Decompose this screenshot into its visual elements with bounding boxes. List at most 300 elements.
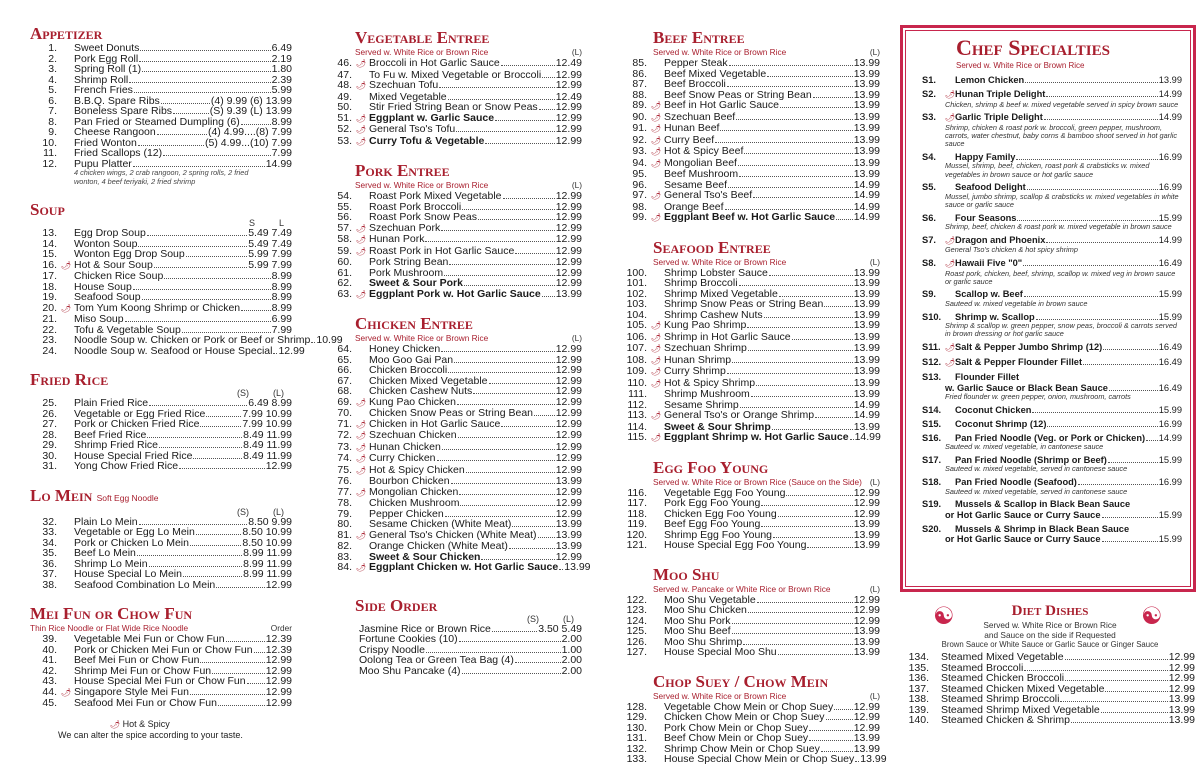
item-price: 8.99 (271, 280, 292, 293)
menu-item (325, 498, 582, 509)
hot-spicy-icon: 🌶 (356, 289, 367, 299)
item-price: 12.99 (555, 385, 582, 397)
item-number: S7. (922, 234, 936, 245)
chef-item (922, 419, 1182, 430)
item-name: Shrimp Broccoli (664, 277, 738, 289)
item-price: 12.99 (555, 221, 582, 234)
item-name: Moo Shu Beef (664, 625, 731, 637)
dot-leader (182, 332, 271, 333)
item-number: 84. (337, 561, 352, 573)
item-number: 108. (626, 353, 647, 366)
dot-leader (727, 86, 853, 87)
diet-subtitle-3: Brown Sauce or White Sauce or Garlic Sauce or Ginger Sauce (941, 640, 1159, 649)
menu-item (30, 85, 292, 96)
hot-spicy-icon: 🌶 (651, 433, 662, 442)
item-number: S10. (922, 311, 942, 322)
item-name: Seafood Delight (955, 182, 1026, 193)
chef-item (922, 213, 1182, 232)
item-price: (5) 4.99...(10) 7.99 (205, 136, 292, 149)
item-number: 36. (42, 557, 57, 570)
item-price: 15.99 (1158, 404, 1182, 415)
item-description: General Tso's chicken & hot spicy shrimp (945, 245, 1078, 255)
item-price: 5.99 (271, 84, 292, 96)
menu-item (30, 75, 292, 86)
dot-leader (826, 719, 853, 720)
menu-item (620, 190, 880, 202)
item-name: Eggplant w. Garlic Sauce (369, 111, 495, 124)
item-number: 53. (337, 134, 352, 147)
item-number: 140. (908, 714, 929, 726)
chef-item-row (922, 89, 1182, 101)
item-price: 3.50 5.49 (538, 622, 582, 635)
menu-item (620, 212, 880, 224)
item-price: 12.99 (555, 463, 582, 476)
item-name: B.B.Q. Spare Ribs (74, 94, 160, 107)
item-price: 15.99 (1158, 311, 1182, 322)
hot-spicy-icon: 🌶 (61, 260, 72, 270)
item-number: 134. (908, 651, 929, 663)
menu-item (620, 432, 880, 444)
dot-leader (1023, 265, 1158, 266)
item-name: Chicken Cashew Nuts (369, 385, 473, 397)
chef-subtitle: Served w. White Rice or Brown Rice (956, 61, 1085, 70)
item-number: 37. (42, 568, 57, 580)
chef-title: Chef Specialties (956, 35, 1110, 60)
dot-leader (821, 751, 853, 752)
item-name: Flounder Fillet (955, 372, 1020, 383)
item-price: 12.99 (555, 440, 582, 453)
spice-footnote: We can alter the spice according to your taste. (58, 729, 243, 740)
item-description: Chicken, shrimp & beef w. mixed vegetable served in spicy brown sauce (945, 99, 1179, 109)
dot-leader (473, 393, 554, 394)
dot-leader (481, 559, 554, 560)
menu-item (325, 634, 582, 645)
menu-item (30, 419, 292, 430)
dot-leader (459, 494, 554, 495)
section-title: Pork Entree (355, 161, 450, 180)
size-label: (L) (869, 47, 880, 57)
item-name: Sweet & Sour Shrimp (664, 420, 771, 433)
item-price: 12.99 (555, 395, 582, 408)
item-price: 12.49 (555, 57, 582, 69)
item-price: 13.99 (555, 475, 582, 487)
item-name: Chicken Mushroom (369, 497, 460, 509)
item-name: Eggplant Shrimp w. Hot Garlic Sauce (664, 431, 849, 443)
item-price: 13.99 (853, 145, 880, 157)
item-number: 20. (42, 301, 57, 314)
item-number: 4. (48, 73, 57, 86)
item-price: 12.99 (555, 485, 582, 498)
menu-item (30, 461, 292, 472)
item-number: S16. (922, 432, 942, 443)
item-number: 100. (626, 266, 647, 279)
item-number: 29. (42, 439, 57, 451)
dot-leader (241, 310, 270, 311)
item-number: 97. (632, 189, 647, 201)
item-name: Chicken Rice Soup (74, 270, 164, 282)
item-name: Shrimp in Hot Garlic Sauce (664, 330, 791, 343)
item-description: Shrimp, beef, chicken & roast pork w. mixed vegetable in brown sauce (945, 222, 1172, 232)
item-number: 126. (626, 635, 647, 648)
item-number: 75. (337, 463, 352, 476)
diet-title: Diet Dishes (1011, 603, 1089, 619)
item-number: 15. (42, 248, 57, 260)
item-number: 17. (42, 270, 57, 282)
item-price: 12.99 (555, 256, 582, 268)
section-subtitle (653, 257, 880, 268)
dot-leader (732, 623, 853, 624)
menu-item (30, 655, 292, 666)
item-name: Pan Fried Noodle (Shrimp or Beef) (955, 454, 1107, 465)
menu-item (905, 673, 1195, 684)
dot-leader (807, 547, 852, 548)
dot-leader (454, 362, 555, 363)
item-name: Beef Egg Foo Young (664, 518, 761, 530)
item-name: Sesame Chicken (White Meat) (369, 518, 512, 530)
item-name: Pupu Platter (74, 157, 132, 170)
hot-spicy-icon: 🌶 (651, 367, 662, 376)
chef-item (922, 342, 1182, 354)
item-price: 13.99 (555, 528, 582, 541)
dot-leader (815, 417, 853, 418)
menu-item (905, 694, 1195, 705)
item-name: Steamed Shrimp Mixed Vegetable (941, 703, 1100, 716)
item-number: 114. (627, 420, 647, 433)
dot-leader (756, 385, 853, 386)
item-price: 12.99 (555, 266, 582, 279)
item-name: Vegetable Egg Foo Young (664, 486, 786, 499)
dot-leader (725, 209, 853, 210)
section-title (30, 486, 292, 508)
item-number: 127. (626, 646, 647, 658)
item-number: 87. (632, 78, 647, 90)
item-name: Kung Pao Chicken (369, 395, 456, 408)
item-price: 14.99 (853, 200, 880, 213)
chef-item (922, 312, 1182, 339)
dot-leader (761, 526, 852, 527)
menu-item (325, 191, 582, 202)
item-name: Boneless Spare Ribs (74, 105, 173, 117)
item-number: 135. (908, 661, 929, 674)
menu-item (325, 136, 582, 148)
dot-leader (740, 407, 853, 408)
item-price: 12.99 (265, 675, 292, 687)
menu-item (325, 289, 582, 301)
item-name: House Special Fried Rice (74, 449, 193, 462)
section-title: Moo Shu (653, 564, 720, 584)
item-price: 12.99 (555, 452, 582, 464)
dot-leader (426, 652, 561, 653)
item-name: Beef in Hot Garlic Sauce (664, 99, 779, 111)
item-number: 18. (42, 280, 57, 293)
item-name: Roast Pork Mixed Vegetable (369, 190, 502, 202)
item-number: 112. (627, 398, 647, 411)
item-name: Vegetable Chow Mein or Chop Suey (664, 700, 834, 713)
item-name: Hunan Shrimp (664, 353, 732, 366)
item-price: 14.99 (854, 431, 881, 443)
item-price: 16.49 (1158, 357, 1182, 368)
dot-leader (138, 145, 204, 146)
hot-spicy-icon: 🌶 (651, 101, 662, 110)
item-number: 42. (42, 664, 57, 677)
item-price: 13.99 (853, 330, 880, 343)
item-price: 16.99 (1158, 477, 1182, 488)
item-name: Salt & Pepper Flounder Fillet (955, 357, 1083, 368)
item-price: 12.99 (555, 134, 582, 147)
item-description: Mussel, shrimp, beef, chicken, roast pork & crabsticks w. mixed vegetables in brown sauce or hot garlic sauce (945, 161, 1150, 179)
item-number: 21. (42, 313, 57, 325)
dot-leader (747, 327, 852, 328)
item-price: 12.99 (555, 68, 582, 81)
chef-item (922, 372, 1182, 401)
item-price: 1.00 (561, 643, 582, 656)
dot-leader (855, 761, 859, 762)
item-name: Shrimp Egg Foo Young (664, 528, 772, 541)
hot-spicy-icon: 🌶 (651, 124, 662, 133)
size-label: (S) (237, 388, 249, 398)
item-number: 27. (42, 418, 57, 430)
menu-item (30, 249, 292, 260)
item-price: 15.99 (1158, 289, 1182, 300)
menu-item (30, 527, 292, 538)
item-name: Beef Mei Fun or Chow Fun (74, 654, 200, 666)
item-price: 13.99 (1168, 703, 1195, 716)
item-number: 121. (626, 539, 647, 551)
menu-item (620, 169, 880, 180)
hot-spicy-icon: 🌶 (651, 112, 662, 122)
item-price: 8.99 (271, 115, 292, 128)
menu-item (620, 123, 880, 135)
dot-leader (147, 437, 242, 438)
dot-leader (1071, 722, 1168, 723)
item-number: 46. (337, 57, 352, 69)
dot-leader (164, 278, 270, 279)
hot-spicy-icon: 🌶 (356, 419, 367, 429)
item-number: 120. (626, 528, 647, 541)
item-number: 102. (626, 287, 647, 300)
dot-leader (439, 87, 554, 88)
item-number: 28. (42, 428, 57, 441)
item-name: Shrimp w. Scallop (955, 311, 1035, 322)
dot-leader (186, 256, 247, 257)
dot-leader (792, 339, 853, 340)
size-label: L (278, 218, 284, 228)
chef-item (922, 258, 1182, 286)
item-number: S4. (922, 151, 936, 162)
dot-leader (780, 107, 853, 108)
item-name: Curry Tofu & Vegetable (369, 134, 485, 147)
item-name: Moo Goo Gai Pan (369, 353, 454, 366)
item-number: 93. (632, 145, 647, 157)
item-price: 14.99 (1158, 112, 1182, 123)
item-number: S9. (922, 289, 936, 300)
item-name: Vegetable Mei Fun or Chow Fun (74, 633, 225, 645)
dot-leader (515, 662, 561, 663)
mei-fun-subtitle: Thin Rice Noodle or Flat Wide Rice Noodle (30, 623, 189, 633)
item-price: 13.99 (853, 168, 880, 180)
item-number: 72. (337, 429, 352, 441)
item-name: House Special Mei Fun or Chow Fun (74, 675, 246, 687)
item-price: 14.99 (853, 409, 880, 421)
item-name: Chicken Chow Mein or Chop Suey (664, 711, 825, 723)
item-name: To Fu w. Mixed Vegetable or Broccoli (369, 68, 542, 81)
column-3 (620, 28, 887, 776)
dot-leader (125, 321, 271, 322)
item-price: 12.49 (555, 90, 582, 103)
item-price: 13.99 (853, 342, 880, 354)
item-name-cont: or Hot Garlic Sauce or Curry Sauce (945, 534, 1101, 545)
item-number: 71. (337, 417, 352, 430)
item-number: 109. (626, 365, 647, 377)
item-name: Shrimp Mushroom (664, 388, 750, 400)
dot-leader (779, 296, 853, 297)
menu-item (30, 698, 292, 709)
dot-leader (1027, 189, 1158, 190)
item-price: 7.99 10.99 (242, 407, 292, 420)
item-price: (4) 9.99 (6) 13.99 (210, 94, 292, 107)
item-price: 2.39 (271, 73, 292, 86)
dot-leader (1016, 159, 1157, 160)
item-price: 13.99 (853, 420, 880, 433)
item-name: Pepper Chicken (369, 507, 444, 520)
menu-item (30, 569, 292, 580)
dot-leader (778, 516, 853, 517)
menu-item (325, 223, 582, 235)
dot-leader (241, 124, 271, 125)
item-name: Pork Chow Mein or Chop Suey (664, 721, 809, 734)
item-name: Noodle Soup w. Chicken or Pork or Beef or Shrimp (74, 334, 311, 346)
item-price: 14.99 (1158, 89, 1182, 99)
item-name: Steamed Chicken & Shrimp (941, 714, 1070, 726)
item-price: 8.99 11.99 (243, 547, 292, 559)
dot-leader (134, 92, 271, 93)
item-number: 23. (42, 334, 57, 346)
item-name: Mussels & Shrimp in Black Bean Sauce (955, 523, 1130, 534)
chef-item (922, 289, 1182, 308)
item-number: 65. (337, 353, 352, 366)
mei-fun-section (30, 604, 292, 740)
dot-leader (218, 705, 265, 706)
hot-spicy-icon: 🌶 (651, 158, 662, 168)
item-number: 39. (42, 633, 57, 645)
item-number: 45. (42, 697, 57, 709)
item-name: Fried Wonton (74, 136, 137, 149)
item-number: 85. (632, 57, 647, 69)
item-name: Plain Lo Mein (74, 515, 138, 528)
item-price: 7.99 (271, 323, 292, 336)
item-number: 57. (337, 221, 352, 234)
item-name: Beef Snow Peas or String Bean (664, 88, 812, 101)
dot-leader (425, 241, 554, 242)
section-title: Side Order (355, 595, 438, 615)
item-price: 13.99 (853, 308, 880, 321)
menu-item (620, 112, 880, 124)
item-price: 12.99 (555, 374, 582, 387)
dot-leader (129, 82, 270, 83)
item-price: (S) 9.39 (L) 13.99 (209, 105, 292, 117)
hot-spicy-icon: 🌶 (356, 223, 367, 233)
item-name: Moo Shu Pork (664, 614, 731, 627)
item-number: 94. (632, 156, 647, 169)
item-price: 13.99 (853, 635, 880, 648)
item-name: Roast Pork Broccoli (369, 200, 462, 213)
moo-shu-section (620, 565, 880, 658)
item-name: Eggplant Pork w. Hot Garlic Sauce (369, 287, 541, 300)
dot-leader (850, 439, 854, 440)
dot-leader (449, 264, 554, 265)
size-label: (L) (869, 256, 880, 267)
diner-figure-icon: ☯ (1141, 603, 1163, 630)
menu-item (325, 561, 591, 574)
item-number: 110. (627, 376, 647, 389)
dot-leader (216, 587, 264, 588)
item-description: Mussel, jumbo shrimp, scallop & crabsticks w. mixed vegetables in white sauce or garlic sauce (945, 191, 1179, 209)
item-price: 12.99 (555, 123, 582, 135)
dot-leader (534, 415, 555, 416)
item-price: 16.49 (1158, 258, 1182, 269)
menu-item (620, 595, 880, 606)
item-name: Kung Pao Shrimp (664, 319, 747, 331)
lo-mein-title: Lo Mein (30, 485, 93, 505)
item-name: Szechuan Tofu (369, 79, 439, 91)
item-name: Steamed Mixed Vegetable (941, 651, 1064, 663)
dot-leader (1065, 680, 1168, 681)
item-number: 2. (48, 52, 57, 65)
item-price: 12.99 (853, 721, 880, 734)
menu-item (620, 135, 880, 147)
item-price: 12.99 (1168, 682, 1195, 695)
item-name: Stir Fried String Bean or Snow Peas (369, 101, 538, 113)
menu-item (620, 278, 880, 289)
item-name: Shrimp Lo Mein (74, 557, 148, 570)
item-name: Curry Beef (664, 133, 715, 146)
section-title: Mei Fun or Chow Fun (30, 604, 193, 623)
item-number: 73. (337, 440, 352, 453)
item-name: Hot & Sour Soup (74, 258, 153, 271)
item-number: 78. (337, 497, 352, 509)
item-name: Chicken in Hot Garlic Sauce (369, 417, 501, 430)
menu-item (30, 106, 292, 117)
chop-suey-section (620, 671, 887, 765)
item-price: 14.99 (853, 398, 880, 411)
item-number: 96. (632, 178, 647, 191)
item-number: S11. (922, 342, 941, 353)
item-number: 124. (626, 614, 647, 627)
menu-item (30, 314, 292, 325)
hot-spicy-icon: 🌶 (61, 303, 72, 313)
menu-item (325, 408, 582, 419)
size-label: (L) (273, 506, 284, 517)
hot-legend (110, 719, 292, 729)
item-price: 16.99 (1158, 418, 1182, 429)
dot-leader (715, 142, 853, 143)
menu-item (620, 343, 880, 355)
item-name: Szechuan Beef (664, 110, 736, 123)
item-number: 92. (632, 133, 647, 146)
dot-leader (200, 426, 241, 427)
item-price: 13.99 (555, 540, 582, 552)
item-description: Shrimp & scallop w. green pepper, snow peas, broccoli & carrots served in brown dressing or hot garlic sauce (945, 321, 1177, 339)
chef-item (922, 112, 1182, 148)
item-number: 130. (626, 721, 647, 734)
item-price: 13.99 (853, 88, 880, 101)
item-number: 30. (42, 449, 57, 462)
item-number: 38. (42, 578, 57, 591)
item-number: 91. (632, 122, 647, 134)
item-name: Egg Drop Soup (74, 227, 146, 239)
item-number: 136. (908, 672, 929, 684)
dot-leader (183, 576, 242, 577)
